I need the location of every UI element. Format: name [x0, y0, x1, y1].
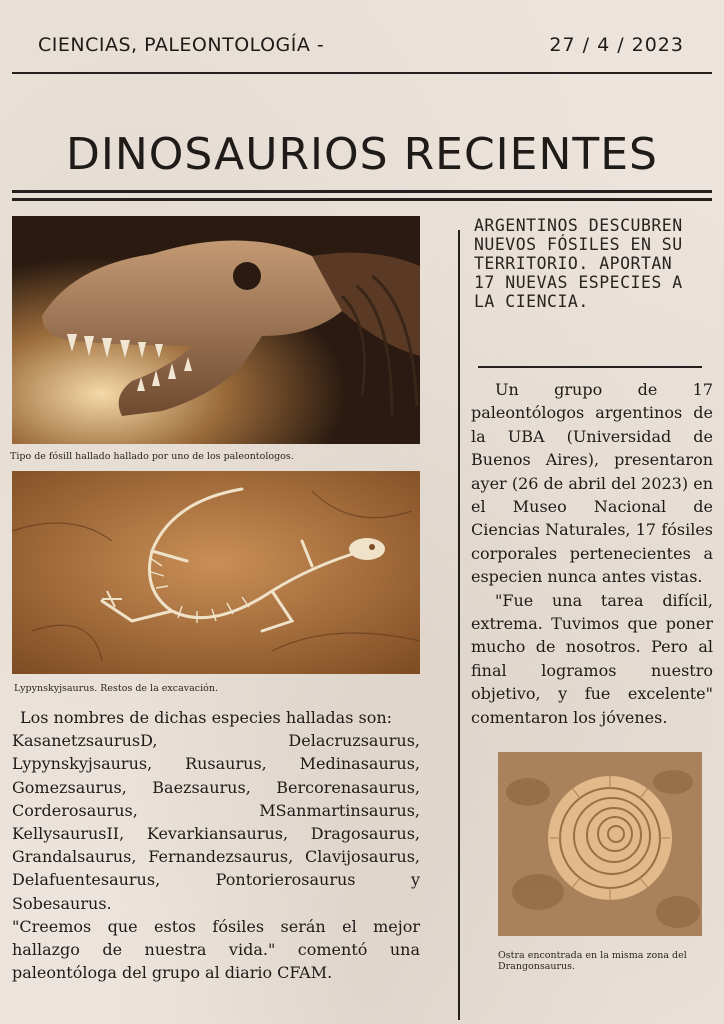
species-intro: Los nombres de dichas especies halladas son: [20, 708, 393, 727]
species-names: KasanetzsaurusD, Delacruzsaurus, Lypynskyjsaurus, Rusaurus, Medinasaurus, Gomezsaurus, Baezsaurus, Bercorenasaurus, Corderosaurus, MSanmartinsaurus, KellysaurusII, Kevarkiansaurus, Dragosaurus, Grandalsaurus, Fernandezsaurus, Clavijosaurus, Delafuentesaurus, Pontorierosaurus y Sobesaurus. [12, 731, 420, 913]
column-divider [458, 230, 460, 1020]
page-title: DINOSAURIOS RECIENTES [66, 129, 658, 181]
title-divider-bottom [12, 198, 712, 201]
ammonite-fossil-photo [498, 752, 702, 936]
trex-photo-caption: Tipo de fósill hallado hallado por uno de los paleontologos. [10, 451, 294, 462]
species-list-section [12, 706, 420, 984]
headline-divider [478, 366, 702, 368]
article-paragraph-2: "Fue una tarea difícil, extrema. Tuvimos que poner mucho de nosotros. Pero al final logramos nuestro objetivo, y fue excelente" comentaron los jóvenes. [471, 590, 713, 727]
article-headline: ARGENTINOS DESCUBREN NUEVOS FÓSILES EN SU TERRITORIO. APORTAN 17 NUEVAS ESPECIES A LA CIENCIA. [474, 216, 683, 311]
lypynskyjsaurus-fossil-photo [12, 471, 420, 674]
article-body [471, 378, 713, 729]
paleontologist-quote: "Creemos que estos fósiles serán el mejor hallazgo de nuestra vida." comentó una paleontóloga del grupo al diario CFAM. [12, 916, 420, 983]
article-paragraph-1: Un grupo de 17 paleontólogos argentinos de la UBA (Universidad de Buenos Aires), presentaron ayer (26 de abril del 2023) en el Museo Nacional de Ciencias Naturales, 17 fósiles corporales pertenecientes a especien nunca antes vistas. [471, 380, 713, 587]
section-label: CIENCIAS, PALEONTOLOGÍA - [38, 34, 325, 56]
trex-skull-photo [12, 216, 420, 444]
fossil-photo-caption: Lypynskyjsaurus. Restos de la excavación. [14, 683, 218, 694]
top-divider [12, 72, 712, 74]
issue-date: 27 / 4 / 2023 [549, 34, 684, 56]
title-divider-top [12, 190, 712, 193]
ammonite-photo-caption: Ostra encontrada en la misma zona del Drangonsaurus. [498, 950, 687, 972]
